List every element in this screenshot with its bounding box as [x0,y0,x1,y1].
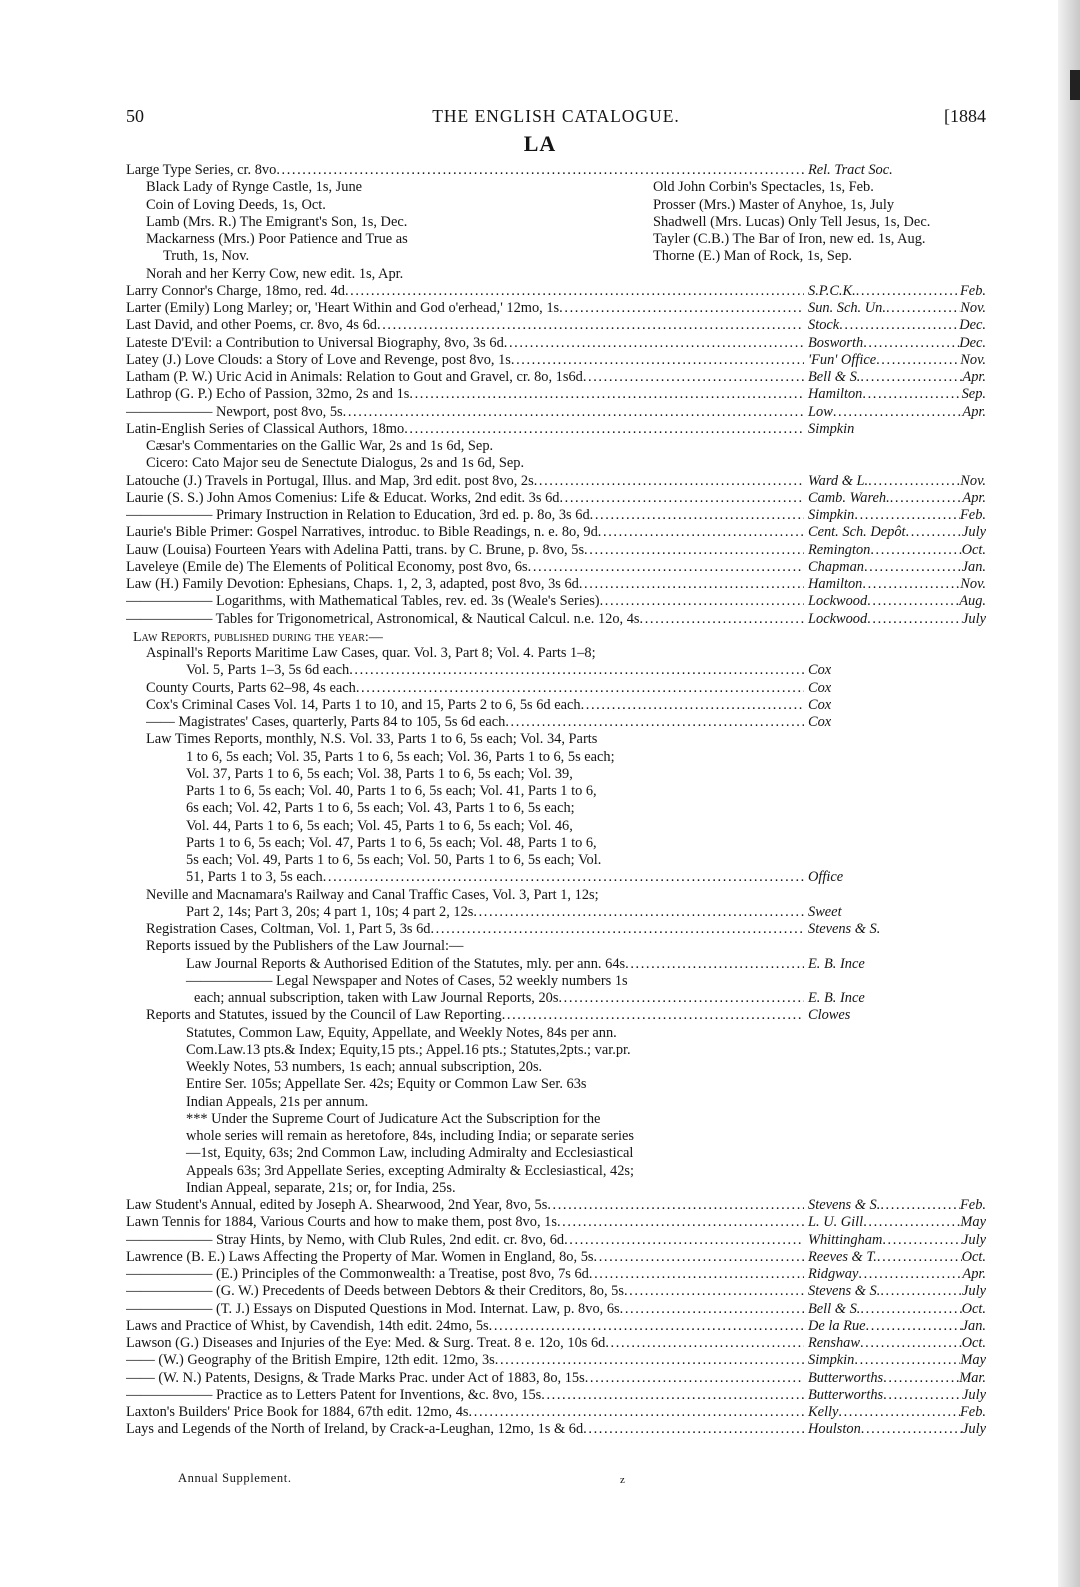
series-title-left: Truth, 1s, Nov. [163,248,250,265]
catalogue-entry [126,1318,986,1335]
catalogue-entry [126,1145,986,1162]
catalogue-entry [126,1352,986,1369]
entry-publisher: Stevens & S. [808,1197,881,1213]
entry-month: July [962,610,986,627]
entry-publisher: Stevens & S. [808,921,881,937]
entry-publisher: Clowes [808,1007,851,1024]
entry-text: Law Student's Annual, edited by Joseph A. Shearwood, 2nd Year, 8vo, 5s [126,1197,548,1213]
entry-publisher: Sweet [808,903,842,920]
entry-text: —— Magistrates' Cases, quarterly, Parts 84 to 105, 5s 6d each [146,714,506,730]
entry-month: Aug. [959,593,986,610]
catalogue-entry [126,1421,986,1438]
catalogue-entry [126,421,986,438]
series-row [126,179,986,196]
series-title-left: Mackarness (Mrs.) Poor Patience and True as [146,231,408,247]
entry-text: Registration Cases, Coltman, Vol. 1, Part 5, 3s 6d [146,921,431,937]
entry-text: —————— Newport, post 8vo, 5s [126,403,343,420]
entry-text: Cox's Criminal Cases Vol. 14, Parts 1 to 10, and 15, Parts 2 to 6, 5s 6d each [146,696,581,713]
entry-publisher: Butterworths [808,1386,884,1403]
entry-publisher: Stevens & S. [808,1283,881,1300]
entry-text: Law Journal Reports & Authorised Edition of the Statutes, mly. per ann. 64s [186,955,626,972]
entry-publisher: Ward & L. [808,472,869,489]
catalogue-entry [126,1214,986,1231]
entry-text: Lays and Legends of the North of Ireland, by Crack-a-Leughan, 12mo, 1s & 6d [126,1421,584,1438]
entry-text: Vol. 44, Parts 1 to 6, 5s each; Vol. 45, Parts 1 to 6, 5s each; Vol. 46, [186,817,573,834]
entry-publisher: Cent. Sch. Depôt [808,524,906,541]
catalogue-entry [126,1404,986,1421]
entry-text: Large Type Series, cr. 8vo [126,162,277,178]
entry-text: Indian Appeal, separate, 21s; or, for India, 25s. [186,1179,456,1196]
entry-text: —————— Legal Newspaper and Notes of Cases, 52 weekly numbers 1s [186,972,628,989]
catalogue-entry [126,1025,986,1042]
entry-text: Lawn Tennis for 1884, Various Courts and how to make them, post 8vo, 1s [126,1214,557,1231]
entry-text: 6s each; Vol. 42, Parts 1 to 6, 5s each; Vol. 43, Parts 1 to 6, 5s each; [186,800,575,817]
entry-publisher: E. B. Ince [808,955,865,972]
entry-publisher: Lockwood [808,593,868,610]
catalogue-entry [126,869,986,886]
entry-text: Law (H.) Family Devotion: Ephesians, Chaps. 1, 2, 3, adapted, post 8vo, 3s 6d [126,576,579,592]
entry-text: —————— Logarithms, with Mathematical Tables, rev. ed. 3s (Weale's Series) [126,593,600,610]
entry-text: 1 to 6, 5s each; Vol. 35, Parts 1 to 6, 5s each; Vol. 36, Parts 1 to 6, 5s each; [186,748,615,765]
entry-publisher: Stock [808,317,840,334]
entry-text: Vol. 5, Parts 1–3, 5s 6d each [186,662,350,679]
catalogue-year: [1884 [944,106,986,126]
entry-month: Apr. [962,1266,986,1282]
entry-text: Lathrop (G. P.) Echo of Passion, 32mo, 2s and 1s [126,386,410,403]
entry-publisher: Remington [808,541,871,558]
catalogue-entry [126,524,986,541]
entry-publisher: Kelly [808,1404,839,1420]
entry-text: —————— Practice as to Letters Patent for Inventions, &c. 8vo, 15s [126,1386,542,1403]
entry-text: Laveleye (Emile de) The Elements of Political Economy, post 8vo, 6s [126,558,528,575]
catalogue-entry [126,473,986,490]
catalogue-entry [126,593,986,610]
entry-month: July [962,1386,986,1403]
entry-month: May [960,1352,986,1369]
entry-text: Reports issued by the Publishers of the Law Journal:— [146,938,464,955]
entry-month: May [960,1214,986,1231]
entry-month: Feb. [960,507,986,523]
entry-publisher: Chapman [808,558,864,575]
entry-month: Oct. [961,541,986,558]
catalogue-entry [126,904,986,921]
catalogue-entry [126,887,986,904]
entry-text: Cæsar's Commentaries on the Gallic War, 2s and 1s 6d, Sep. [146,438,494,454]
entry-text: Laws and Practice of Whist, by Cavendish, 14th edit. 24mo, 5s [126,1317,489,1334]
entry-text: whole series will remain as heretofore, 84s, including India; or separate series [186,1128,634,1144]
catalogue-entry [126,438,986,455]
entry-publisher: Bell & S. [808,1300,861,1317]
entry-text: —————— (T. J.) Essays on Disputed Questions in Mod. Internat. Law, p. 8vo, 6s [126,1300,620,1317]
entry-text: Neville and Macnamara's Railway and Canal Traffic Cases, Vol. 3, Part 1, 12s; [146,886,599,903]
entry-publisher: Hamilton [808,386,863,403]
entry-text: Latouche (J.) Travels in Portugal, Illus. and Map, 3rd edit. post 8vo, 2s [126,472,534,489]
series-title-left: Lamb (Mrs. R.) The Emigrant's Son, 1s, Dec. [146,213,408,230]
entry-text: Parts 1 to 6, 5s each; Vol. 40, Parts 1 to 6, 5s each; Vol. 41, Parts 1 to 6, [186,783,597,799]
entry-month: Nov. [960,300,986,316]
catalogue-entry [126,766,986,783]
entry-text: Norah and her Kerry Cow, new edit. 1s, Apr. [146,265,404,282]
entry-publisher: Hamilton [808,576,863,592]
entry-text: 5s each; Vol. 49, Parts 1 to 6, 5s each; Vol. 50, Parts 1 to 6, 5s each; Vol. [186,852,602,868]
signature-mark: z [620,1474,625,1486]
series-title-left: Black Lady of Rynge Castle, 1s, June [146,179,363,196]
page-header [126,108,986,130]
catalogue-entries [126,162,986,1439]
entry-publisher: Butterworths [808,1369,884,1386]
entry-month: Mar. [959,1369,986,1386]
catalogue-entry [126,1042,986,1059]
catalogue-entry [126,990,986,1007]
catalogue-entry [126,455,986,472]
catalogue-entry [126,1387,986,1404]
catalogue-entry [126,662,986,679]
catalogue-entry [126,1197,986,1214]
section-letters: LA [523,131,557,156]
catalogue-entry [126,1249,986,1266]
series-row [126,197,986,214]
entry-month: July [962,524,986,541]
entry-text: Lawson (G.) Diseases and Injuries of the Eye: Med. & Surg. Treat. 8 e. 12o, 10s 6d [126,1335,606,1351]
entry-month: Sep. [961,386,986,403]
entry-publisher: Houlston [808,1421,861,1438]
section-heading [126,628,986,645]
catalogue-entry [126,1163,986,1180]
catalogue-entry [126,1232,986,1249]
catalogue-entry [126,921,986,938]
entry-text: Lateste D'Evil: a Contribution to Universal Biography, 8vo, 3s 6d [126,334,504,351]
entry-publisher: Simpkin [808,507,855,523]
entry-month: July [962,1283,986,1300]
entry-publisher: Cox [808,696,832,713]
catalogue-entry [126,300,986,317]
entry-publisher: S.P.C.K. [808,282,856,299]
catalogue-entry [126,1180,986,1197]
entry-month: July [962,1231,986,1248]
entry-text: Part 2, 14s; Part 3, 20s; 4 part 1, 10s; 4 part 2, 12s [186,903,474,920]
entry-month: Dec. [959,334,986,351]
entry-list [126,266,986,1439]
entry-month: Feb. [960,1404,986,1420]
entry-text: —— (W.) Geography of the British Empire, 12th edit. 12mo, 3s [126,1352,495,1369]
series-row [126,231,986,248]
catalogue-entry [126,1059,986,1076]
entry-text: Lawrence (B. E.) Laws Affecting the Property of Mar. Women in England, 8o, 5s [126,1248,594,1265]
catalogue-entry [126,1007,986,1024]
entry-text: —————— (E.) Principles of the Commonwealth: a Treatise, post 8vo, 7s 6d [126,1266,589,1282]
entry-publisher: Camb. Wareh. [808,489,890,506]
entry-text: Latey (J.) Love Clouds: a Story of Love and Revenge, post 8vo, 1s [126,351,511,368]
entry-text: each; annual subscription, taken with Law Journal Reports, 20s [194,990,559,1006]
entry-text: Aspinall's Reports Maritime Law Cases, quar. Vol. 3, Part 8; Vol. 4. Parts 1–8; [146,645,596,661]
series-title-right: Tayler (C.B.) The Bar of Iron, new ed. 1s, Aug. [653,231,926,247]
entry-text: County Courts, Parts 62–98, 4s each [146,679,356,696]
catalogue-entry [126,283,986,300]
entry-text: —— (W. N.) Patents, Designs, & Trade Marks Prac. under Act of 1883, 8o, 15s [126,1369,585,1386]
entry-publisher: Bosworth [808,334,864,351]
entry-text: —————— Primary Instruction in Relation to Education, 3rd ed. p. 8o, 3s 6d [126,507,590,523]
page-edge-shadow [1058,0,1080,1587]
entry-publisher: Renshaw [808,1335,860,1351]
entry-text: Laurie's Bible Primer: Gospel Narratives, introduc. to Bible Readings, n. e. 8o, 9d [126,524,598,541]
catalogue-entry [126,1370,986,1387]
catalogue-entry [126,576,986,593]
catalogue-entry [126,1076,986,1093]
catalogue-entry [126,1301,986,1318]
catalogue-entry [126,800,986,817]
entry-text: Parts 1 to 6, 5s each; Vol. 47, Parts 1 to 6, 5s each; Vol. 48, Parts 1 to 6, [186,834,597,851]
catalogue-entry [126,162,986,179]
entry-publisher: 'Fun' Office [808,351,877,368]
series-row [126,248,986,265]
series-title-left: Coin of Loving Deeds, 1s, Oct. [146,196,326,213]
series-title-right: Thorne (E.) Man of Rock, 1s, Sep. [653,248,853,265]
entry-publisher: Rel. Tract Soc. [808,162,893,178]
catalogue-entry [126,973,986,990]
entry-publisher: L. U. Gill [808,1214,864,1231]
entry-text: Indian Appeals, 21s per annum. [186,1093,369,1110]
entry-text: Law Reports, published during the year:— [133,629,383,645]
entry-text: 51, Parts 1 to 3, 5s each [186,869,323,886]
entry-month: Nov. [960,576,986,592]
catalogue-entry [126,611,986,628]
catalogue-entry [126,559,986,576]
catalogue-entry [126,386,986,403]
entry-month: Oct. [961,1248,986,1265]
catalogue-title: THE ENGLISH CATALOGUE. [432,106,680,126]
catalogue-entry [126,542,986,559]
entry-month: Apr. [962,403,986,420]
entry-text: Law Times Reports, monthly, N.S. Vol. 33, Parts 1 to 6, 5s each; Vol. 34, Parts [146,731,598,748]
entry-month: Apr. [962,369,986,385]
entry-text: Laurie (S. S.) John Amos Comenius: Life & Educat. Works, 2nd edit. 3s 6d [126,489,560,506]
catalogue-entry [126,714,986,731]
entry-text: Entire Ser. 105s; Appellate Ser. 42s; Equity or Common Law Ser. 63s [186,1076,587,1093]
entry-month: Oct. [961,1300,986,1317]
entry-text: Latham (P. W.) Uric Acid in Animals: Relation to Gout and Gravel, cr. 8o, 1s6d [126,369,583,385]
catalogue-entry [126,1266,986,1283]
entry-text: Lauw (Louisa) Fourteen Years with Adelina Patti, trans. by C. Brune, p. 8vo, 5s [126,541,585,558]
entry-month: Oct. [961,1335,986,1351]
entry-publisher: Sun. Sch. Un. [808,300,886,316]
entry-text: Weekly Notes, 53 numbers, 1s each; annual subscription, 20s. [186,1059,543,1075]
entry-text: *** Under the Supreme Court of Judicature Act the Subscription for the [186,1110,601,1127]
entry-publisher: Cox [808,714,832,730]
catalogue-entry [126,317,986,334]
catalogue-entry [126,335,986,352]
entry-text: Larter (Emily) Long Marley; or, 'Heart Within and God o'erhead,' 12mo, 1s [126,300,560,316]
entry-month: Jan. [961,558,986,575]
series-title-right: Old John Corbin's Spectacles, 1s, Feb. [653,179,874,196]
page-number: 50 [126,106,144,126]
entry-month: Dec. [959,317,986,334]
entry-publisher: Cox [808,662,832,679]
entry-publisher: Simpkin [808,1352,855,1369]
entry-publisher: E. B. Ince [808,990,865,1006]
catalogue-entry [126,818,986,835]
entry-publisher: Lockwood [808,610,868,627]
entry-month: Nov. [960,472,986,489]
catalogue-entry [126,507,986,524]
entry-text: Last David, and other Poems, cr. 8vo, 4s 6d [126,317,377,334]
catalogue-entry [126,369,986,386]
catalogue-entry [126,352,986,369]
entry-text: —————— (G. W.) Precedents of Deeds between Debtors & their Creditors, 8o, 5s [126,1283,624,1300]
entry-text: —————— Stray Hints, by Nemo, with Club Rules, 2nd edit. cr. 8vo, 6d [126,1231,565,1248]
entry-text: Latin-English Series of Classical Authors, 18mo [126,420,405,437]
entry-text: Vol. 37, Parts 1 to 6, 5s each; Vol. 38, Parts 1 to 6, 5s each; Vol. 39, [186,765,573,782]
catalogue-entry [126,749,986,766]
catalogue-entry [126,680,986,697]
catalogue-entry [126,783,986,800]
entry-publisher: Low [808,403,833,420]
entry-publisher: Office [808,869,844,886]
series-two-column-list [126,179,986,265]
entry-text: —————— Tables for Trigonometrical, Astronomical, & Nautical Calcul. n.e. 12o, 4s [126,610,640,627]
entry-month: Feb. [960,282,986,299]
catalogue-entry [126,731,986,748]
page-edge-mark [1070,70,1080,100]
entry-text: Statutes, Common Law, Equity, Appellate, and Weekly Notes, 84s per ann. [186,1024,617,1041]
entry-publisher: Simpkin [808,420,855,437]
annual-supplement-label: Annual Supplement. [178,1471,292,1485]
series-row [126,214,986,231]
catalogue-entry [126,1111,986,1128]
series-title-right: Shadwell (Mrs. Lucas) Only Tell Jesus, 1s, Dec. [653,213,931,230]
entry-publisher: Bell & S. [808,369,861,385]
entry-text: —1st, Equity, 63s; 2nd Common Law, including Admiralty and Ecclesiastical [186,1145,634,1162]
entry-publisher: Cox [808,679,832,696]
entry-publisher: De la Rue [808,1317,866,1334]
catalogue-entry [126,956,986,973]
entry-month: July [962,1421,986,1438]
catalogue-entry [126,1283,986,1300]
entry-month: Feb. [960,1197,986,1213]
catalogue-entry [126,645,986,662]
catalogue-entry [126,1094,986,1111]
catalogue-entry [126,1128,986,1145]
entry-text: Cicero: Cato Major seu de Senectute Dialogus, 2s and 1s 6d, Sep. [146,455,525,472]
catalogue-entry [126,938,986,955]
catalogue-entry [126,404,986,421]
catalogue-entry [126,697,986,714]
entry-publisher: Ridgway [808,1266,859,1282]
catalogue-entry [126,835,986,852]
catalogue-entry [126,266,986,283]
entry-publisher: Reeves & T. [808,1248,877,1265]
entry-text: Larry Connor's Charge, 18mo, red. 4d [126,282,345,299]
catalogue-entry [126,490,986,507]
entry-text: Com.Law.13 pts.& Index; Equity,15 pts.; Appel.16 pts.; Statutes,2pts.; var.pr. [186,1041,631,1058]
entry-text: Appeals 63s; 3rd Appellate Series, excepting Admiralty & Ecclesiastical, 42s; [186,1162,634,1179]
series-title-right: Prosser (Mrs.) Master of Anyhoe, 1s, July [653,196,895,213]
entry-month: Jan. [961,1317,986,1334]
entry-month: Nov. [960,351,986,368]
catalogue-entry [126,852,986,869]
catalogue-entry [126,1335,986,1352]
entry-text: Laxton's Builders' Price Book for 1884, 67th edit. 12mo, 4s [126,1404,469,1420]
entry-text: Reports and Statutes, issued by the Council of Law Reporting [146,1007,502,1024]
entry-month: Apr. [962,489,986,506]
entry-publisher: Whittingham [808,1231,883,1248]
